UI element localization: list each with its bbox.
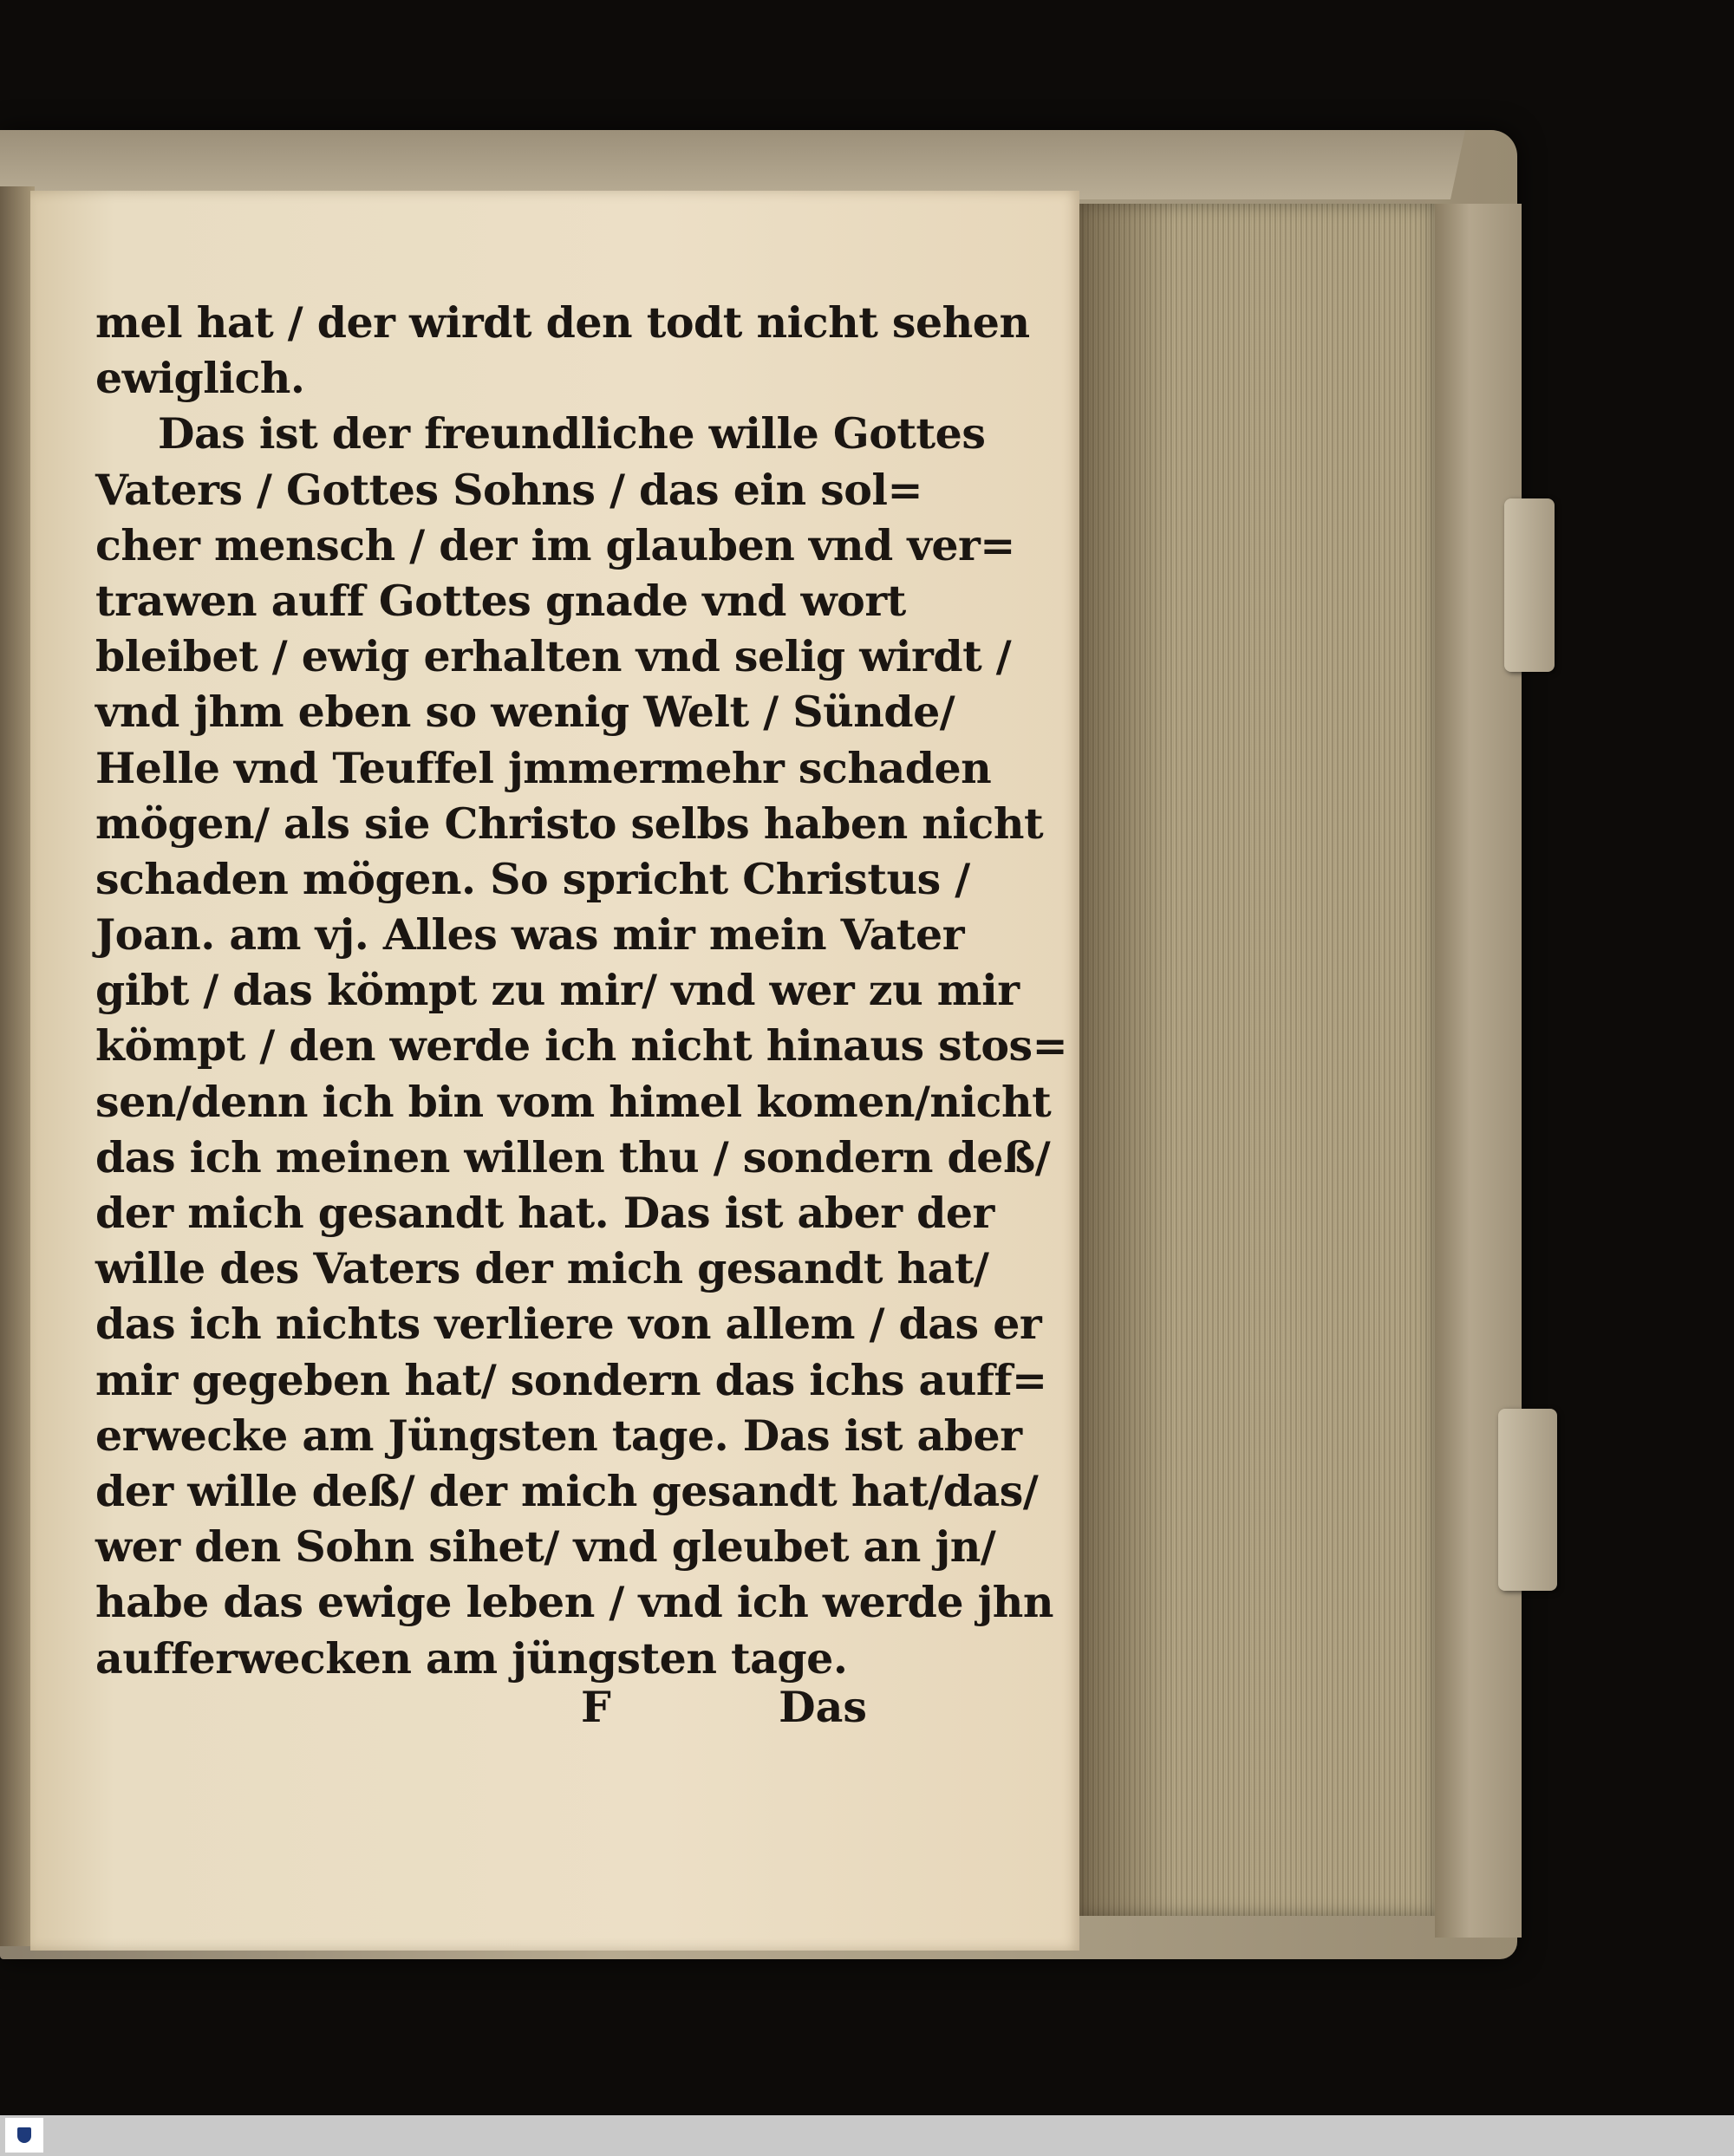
page-block-shadow [1079, 204, 1175, 1916]
text-line: erwecke am Jüngsten tage. Das ist aber [95, 1410, 1022, 1461]
text-line: bleibet / ewig erhalten vnd selig wirdt / [95, 631, 1012, 682]
text-line: aufferwecken am jüngsten tage. [95, 1632, 848, 1684]
text-line: das ich meinen willen thu / sondern deß/ [95, 1131, 1051, 1182]
text-line: Helle vnd Teuffel jmmermehr schaden [95, 742, 992, 793]
text-line: habe das ewige leben / vnd ich werde jhn [95, 1577, 1054, 1628]
text-line: das ich nichts verliere von allem / das er [95, 1299, 1042, 1350]
clasp-upper [1504, 498, 1555, 672]
text-line: wille des Vaters der mich gesandt hat/ [95, 1243, 989, 1294]
book-cover-right-edge [1435, 204, 1522, 1938]
text-line: Das ist der freundliche wille Gottes [158, 408, 986, 459]
page-footer-line [95, 1682, 867, 1742]
text-line: Vaters / Gottes Sohns / das ein sol= [95, 464, 923, 515]
text-line: mir gegeben hat/ sondern das ichs auff= [95, 1354, 1047, 1405]
text-line: trawen auff Gottes gnade vnd wort [95, 575, 906, 626]
text-line: mel hat / der wirdt den todt nicht sehen [95, 297, 1030, 348]
text-line: der mich gesandt hat. Das ist aber der [95, 1188, 994, 1238]
catchword: Das [779, 1682, 867, 1732]
text-line: vnd jhm eben so wenig Welt / Sünde/ [95, 687, 955, 738]
text-line: kömpt / den werde ich nicht hinaus stos= [95, 1020, 1068, 1071]
text-line: mögen/ als sie Christo selbs haben nicht [95, 798, 1044, 849]
signature-mark: F [581, 1682, 611, 1732]
text-line: cher mensch / der im glauben vnd ver= [95, 519, 1015, 570]
text-line: gibt / das kömpt zu mir/ vnd wer zu mir [95, 965, 1020, 1016]
text-line: ewiglich. [95, 353, 305, 404]
previous-page-edge [0, 186, 35, 1946]
text-line: der wille deß/ der mich gesandt hat/das/ [95, 1465, 1039, 1516]
page-text-block [95, 295, 1068, 1686]
logo-shield-icon [17, 2127, 31, 2143]
clasp-lower [1498, 1409, 1557, 1591]
book-cover-top-edge [0, 130, 1465, 199]
text-line: Joan. am vj. Alles was mir mein Vater [95, 909, 965, 961]
text-line: wer den Sohn sihet/ vnd gleubet an jn/ [95, 1521, 996, 1573]
text-line: schaden mögen. So spricht Christus / [95, 853, 970, 904]
viewer-footer-bar [0, 2115, 1734, 2156]
text-line: sen/denn ich bin vom himel komen/nicht [95, 1076, 1052, 1127]
institution-logo [5, 2118, 43, 2153]
